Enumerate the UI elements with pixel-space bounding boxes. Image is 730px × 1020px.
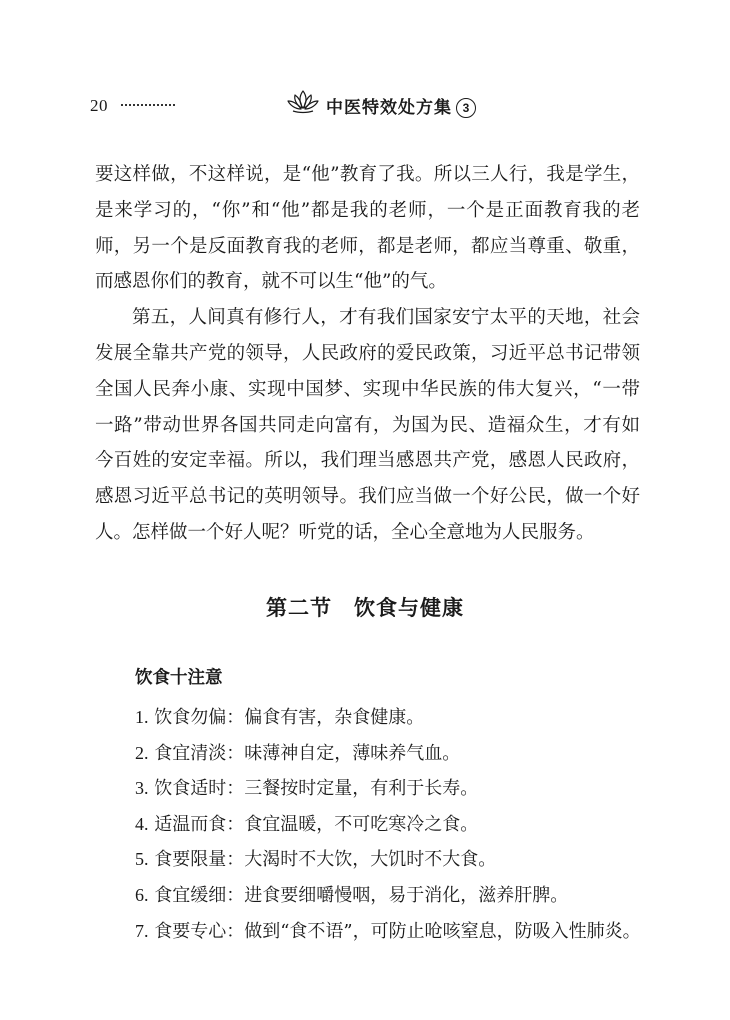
list-item: 3. 饮食适时：三餐按时定量，有利于长寿。: [135, 778, 479, 800]
item-desc: 三餐按时定量，有利于长寿。: [244, 778, 479, 800]
list-item: 6. 食宜缓细：进食要细嚼慢咽，易于消化，滋养肝脾。: [135, 884, 569, 906]
item-name: 食宜清淡: [154, 742, 227, 764]
item-number: 1.: [135, 707, 149, 727]
item-number: 6.: [135, 884, 149, 905]
dotted-leader: [121, 104, 175, 106]
item-desc: 味薄神自定，薄味养气血。: [244, 742, 461, 764]
item-desc: 大渴时不大饮，大饥时不大食。: [244, 849, 497, 871]
book-title-text: 中医特效处方集: [326, 98, 452, 118]
page-number: 20: [90, 96, 108, 115]
item-desc: 食宜温暖，不可吃寒冷之食。: [244, 813, 479, 835]
item-name: 食宜缓细: [154, 884, 227, 906]
list-item: 4. 适温而食：食宜温暖，不可吃寒冷之食。: [135, 813, 479, 835]
lotus-icon: [286, 88, 320, 114]
paragraph: 第五，人间真有修行人，才有我们国家安宁太平的天地，社会发展全靠共产党的领导，人民政府的爱民政策，习近平总书记带领全国人民奔小康、实现中国梦、实现中华民族的伟大复兴，“一带一路”带动世界各国共同走向富有，为国为民、造福众生，才有如今百姓的安定幸福。所以，我们理当感恩共产党，感恩人民政府，感恩习近平总书记的英明领导。我们应当做一个好公民，做一个好人。怎样做一个好人呢？听党的话，全心全意地为人民服务。: [95, 307, 640, 543]
item-number: 2.: [135, 742, 149, 763]
list-item: 1. 饮食勿偏：偏食有害，杂食健康。: [135, 707, 425, 728]
item-number: 7.: [135, 920, 149, 941]
item-name: 饮食勿偏: [154, 707, 227, 728]
section-title: 第二节 饮食与健康: [266, 596, 464, 620]
item-desc: 做到“食不语”，可防止呛咳窒息，防吸入性肺炎。: [244, 920, 641, 942]
item-name: 饮食适时: [154, 778, 227, 800]
item-desc: 进食要细嚼慢咽，易于消化，滋养肝脾。: [244, 884, 569, 906]
item-name: 适温而食: [154, 813, 227, 835]
volume-badge: 3: [456, 98, 476, 118]
list-item: 2. 食宜清淡：味薄神自定，薄味养气血。: [135, 742, 461, 764]
list-item: 7. 食要专心：做到“食不语”，可防止呛咳窒息，防吸入性肺炎。: [135, 920, 641, 942]
item-number: 3.: [135, 778, 149, 799]
diet-rules-list: [135, 700, 655, 949]
body-text: [95, 157, 640, 551]
list-item: 5. 食要限量：大渴时不大饮，大饥时不大食。: [135, 849, 497, 871]
item-name: 食要专心: [154, 920, 227, 942]
book-title: [326, 93, 476, 118]
running-header: [0, 0, 730, 130]
item-number: 5.: [135, 849, 149, 870]
paragraph: 要这样做，不这样说，是“他”教育了我。所以三人行，我是学生，是来学习的，“你”和“他”都是我的老师，一个是正面教育我的老师，另一个是反面教育我的老师，都是老师，都应当尊重、敬重，而感恩你们的教育，就不可以生“他”的气。: [95, 164, 640, 293]
item-desc: 偏食有害，杂食健康。: [244, 707, 425, 728]
subheading: 饮食十注意: [135, 668, 223, 688]
item-name: 食要限量: [154, 849, 227, 871]
item-number: 4.: [135, 813, 149, 834]
